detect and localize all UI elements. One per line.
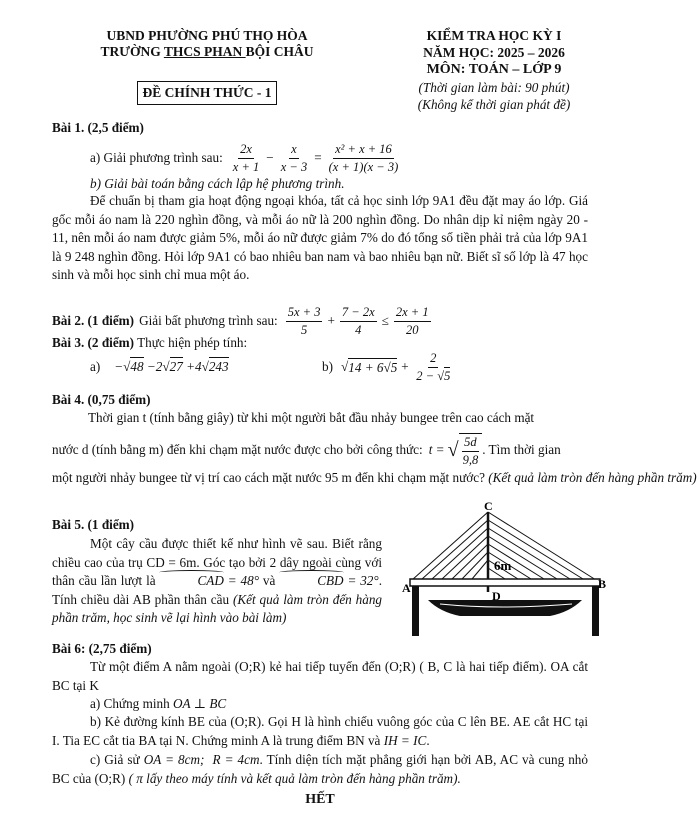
bai1-title: Bài 1. (2,5 điểm) xyxy=(52,120,144,135)
bai5-text: Một cây cầu được thiết kế như hình vẽ sau. Biết rằng chiều cao của trụ CD = 6m. Góc tạo bởi 2 dây ngoài cùng với thân cầu lần lượt là CAD = 48° và CBD = 32°. Tính chiều dài AB phần thân cầu (Kết quả làm tròn đến hàng phần trăm, học sinh vẽ lại hình vào bài làm) xyxy=(52,536,383,626)
end-marker: HẾT xyxy=(305,792,335,807)
bai6-intro: Từ một điểm A nằm ngoài (O;R) kẻ hai tiếp tuyến đến (O;R) ( B, C là hai tiếp điểm). OA cắt BC tại K xyxy=(52,659,588,693)
bai4-text4: một người nhảy bungee từ vị trí cao cách mặt nước 95 m đến khi chạm mặt nước? xyxy=(52,470,485,485)
bai5-note: (Kết quả làm tròn đến hàng phần trăm, học sinh vẽ lại hình vào bài làm) xyxy=(52,591,383,626)
subject: MÔN: TOÁN – LỚP 9 xyxy=(426,62,562,77)
ward-name: UBND PHƯỜNG PHÚ THỌ HÒA xyxy=(106,28,308,43)
bai5-title: Bài 5. (1 điểm) xyxy=(52,517,135,532)
duration: (Thời gian làm bài: 90 phút) xyxy=(418,80,570,95)
exam-title: KIỂM TRA HỌC KỲ I xyxy=(426,28,562,43)
school-suffix: BỘI CHÂU xyxy=(245,44,314,59)
bai4-line4 xyxy=(52,470,697,486)
bai6-c: c) Giả sử OA = 8cm; R = 4cm. Tính diện tích mặt phẳng giới hạn bởi AB, AC và cung nhỏ BC của (O;R) ( π lấy theo máy tính và kết quả làm tròn đến hàng phần trăm). xyxy=(52,752,588,786)
bai3-b xyxy=(322,350,454,384)
label-b: B xyxy=(598,577,607,591)
bai4-line2 xyxy=(52,432,561,468)
bridge-figure xyxy=(400,500,612,650)
bai1-equation: $\frac{2x}{x + 1}$ − $\frac{x}{x - 3}$ = $\frac{\text{x² + x + 16}}{(x + 1)(x - 3)}$ xyxy=(232,141,399,174)
bai2 xyxy=(52,304,433,338)
label-c: C xyxy=(484,499,493,513)
school-prefix: TRƯỜNG xyxy=(100,44,164,59)
bai3-b-expression: √ 14 + 6√5 + $\frac{2}{2 - √5}$ xyxy=(341,350,451,383)
bai6-a: a) Chứng minh OA ⊥ BC xyxy=(90,696,227,711)
bai2-title: Bài 2. (1 điểm) xyxy=(52,313,135,328)
bai6-c-mid: . Tính diện tích mặt phẳng giới hạn bởi AB, AC và cung nhỏ BC của (O;R) xyxy=(52,752,588,786)
bai2-text: Giải bất phương trình sau: xyxy=(139,313,278,328)
bai6-b: b) Kẻ đường kính BE của (O;R). Gọi H là hình chiếu vuông góc của C lên BE. AE cắt HC tại I. Tia EC cắt tia BA tại N. Chứng minh A là trung điểm BN và IH = IC. xyxy=(52,714,588,748)
right-pier xyxy=(592,586,599,636)
bai6-b-text: b) Kẻ đường kính BE của (O;R). Gọi H là hình chiếu vuông góc của C lên BE. AE cắt HC tại I. Tia EC cắt tia BA tại N. Chứng minh A là trung điểm BN và xyxy=(52,714,588,748)
bai4-formula: t = √ $\frac{5d}{9,8}$ xyxy=(429,433,482,468)
bai6-c-note: ( π lấy theo máy tính và kết quả làm tròn đến hàng phần trăm). xyxy=(128,770,461,786)
bai6-title: Bài 6: (2,75 điểm) xyxy=(52,641,152,656)
bai1-a xyxy=(90,141,402,175)
duration-note: (Không kể thời gian phát đề) xyxy=(417,97,571,112)
school-underlined: THCS PHAN xyxy=(163,44,246,59)
bai3-a-label: a) xyxy=(90,359,101,374)
left-pier xyxy=(412,586,419,636)
bai5-text-end: Tính chiều dài AB phần thân cầu xyxy=(52,591,230,607)
bridge-deck xyxy=(410,579,600,586)
bai1-text: Để chuẩn bị tham gia hoạt động ngoại khóa, tất cả học sinh lớp 9A1 đều đặt may áo lớp. Giá gốc mỗi áo nam là 220 nghìn đồng, và mỗi áo nữ là 200 nghìn đồng. Do nhân dịp kỉ niệm ngày 20 - 11, nên mỗi áo nam được giảm 5%, mỗi áo nữ được giảm 7% do đó tổng số tiền phải trả của lớp 9A1 là 9 248 nghìn đồng. Hỏi lớp 9A1 có bao nhiêu ban nam và bao nhiêu bạn nữ. Biết sĩ số lớp là 47 học sinh và mỗi học sinh chỉ mua một áo. xyxy=(52,193,588,283)
bai6-a-text: a) Chứng minh xyxy=(90,696,170,711)
bai4-text2: nước d (tính bằng m) đến khi chạm mặt nước được cho bởi công thức: xyxy=(52,442,423,457)
bai1-a-label: a) Giải phương trình sau: xyxy=(90,150,223,165)
school-year: NĂM HỌC: 2025 – 2026 xyxy=(423,45,565,60)
bai4-line1: Thời gian t (tính bằng giây) từ khi một người bắt đầu nhảy bungee trên cao cách mặt xyxy=(88,410,535,425)
hull-shape xyxy=(428,600,582,616)
bai1-b-label: b) Giải bài toán bằng cách lập hệ phương trình. xyxy=(90,176,345,191)
bai3-b-label: b) xyxy=(322,359,333,374)
label-a: A xyxy=(402,581,411,595)
bai3-a-expression: −√48 −2√27 +4√243 xyxy=(114,359,229,374)
bai3-text: Thực hiện phép tính: xyxy=(137,335,248,350)
bai5-angles: CAD = 48° xyxy=(159,573,259,588)
bai4-title: Bài 4. (0,75 điểm) xyxy=(52,392,151,407)
bai3-a xyxy=(90,355,229,379)
label-d: D xyxy=(492,589,501,603)
bai2-inequality: $\frac{5x + 3}{5}$ + $\frac{7 - 2x}{4}$ ≤ $\frac{2x + 1}{20}$ xyxy=(287,304,429,337)
bai3-header xyxy=(52,335,247,351)
label-height: 6m xyxy=(494,558,512,573)
bai4-text3: . Tìm thời gian xyxy=(482,442,561,457)
school-name xyxy=(82,44,332,60)
bai4-note: (Kết quả làm tròn đến hàng phần trăm) xyxy=(488,470,697,485)
bai5-text-body: Một cây cầu được thiết kế như hình vẽ sau. Biết rằng chiều cao của trụ CD = 6m. Góc tạo bởi 2 dây ngoài cùng với thân cầu lần lượt là xyxy=(52,536,382,589)
official-label: ĐỀ CHÍNH THỨC - 1 xyxy=(137,81,277,105)
bai3-title: Bài 3. (2 điểm) xyxy=(52,335,135,350)
bai6-c-start: c) Giả sử xyxy=(90,752,140,767)
